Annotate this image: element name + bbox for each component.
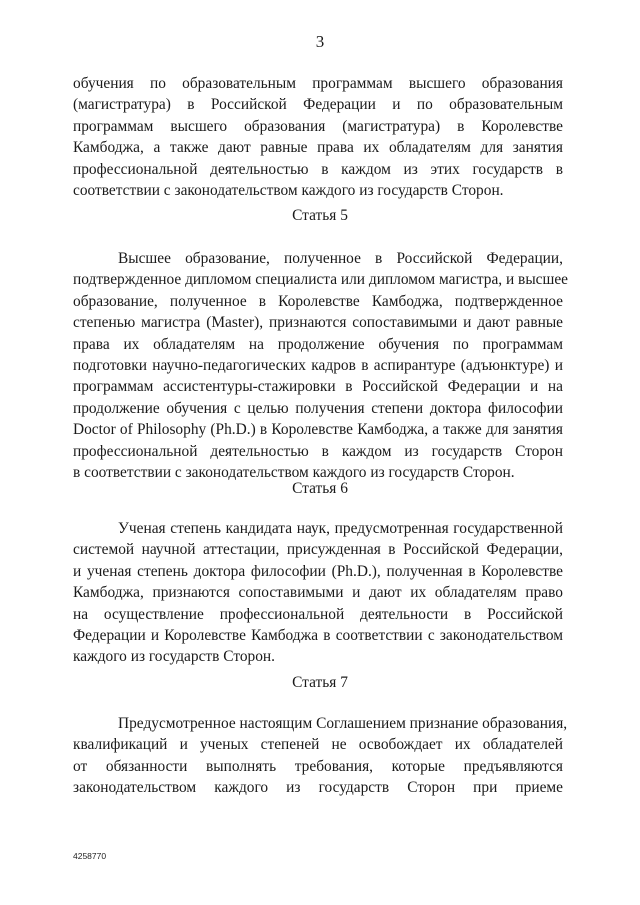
text-line: и ученая степень доктора философии (Ph.D.), полученная в Королевстве [73, 562, 563, 580]
text-line: Федерации и Королевстве Камбоджа в соответствии с законодательством [73, 627, 563, 645]
text-line: профессиональной деятельностью в каждом из этих государств в [73, 160, 563, 178]
text-line: обучения по образовательным программам высшего образования [73, 75, 563, 92]
text-line: на осуществление профессиональной деятельности в Российской [73, 605, 563, 623]
text-line: Камбоджа, а также дают равные права их обладателям для занятия [73, 139, 563, 157]
text-line: продолжение обучения с целью получения степени доктора философии [73, 399, 563, 417]
text-line: соответствии с законодательством каждого из государств Сторон. [73, 182, 504, 200]
text-line: Предусмотренное настоящим Соглашением признание образования, [118, 715, 568, 732]
text-line: Камбоджа, признаются сопоставимыми и дают их обладателям право [73, 584, 563, 602]
text-line: программам высшего образования (магистратура) в Королевстве [73, 117, 563, 135]
article-6-body [73, 518, 563, 668]
text-line: от обязанности выполнять требования, которые предъявляются [73, 757, 563, 775]
text-line: права их обладателям на продолжение обучения по программам [73, 335, 563, 353]
article-5-heading: Статья 5 [292, 207, 348, 224]
page-number: 3 [315, 32, 325, 51]
paragraph-continuation [73, 73, 563, 201]
text-line: программам ассистентуры-стажировки в Российской Федерации и на [73, 378, 563, 396]
text-line: подготовки научно-педагогических кадров в аспирантуре (адъюнктуре) и [73, 357, 563, 375]
text-line: в соответствии с законодательством каждого из государств Сторон. [73, 464, 515, 482]
article-5-body [73, 248, 569, 483]
text-line: Высшее образование, полученное в Российской Федерации, [118, 250, 563, 267]
text-line: квалификаций и ученых степеней не освобождает их обладателей [73, 736, 563, 754]
text-line: (магистратура) в Российской Федерации и по образовательным [73, 96, 563, 114]
text-line: Ученая степень кандидата наук, предусмотренная государственной [118, 520, 563, 537]
text-line: профессиональной деятельностью в каждом из государств Сторон [73, 442, 563, 460]
text-line: степенью магистра (Master), признаются сопоставимыми и дают равные [73, 314, 563, 332]
article-7-body [73, 713, 568, 799]
article-7-heading: Статья 7 [292, 674, 348, 691]
text-line: системой научной аттестации, присужденная в Российской Федерации, [73, 541, 563, 559]
text-line: Doctor of Philosophy (Ph.D.) в Королевстве Камбоджа, а также для занятия [73, 421, 563, 439]
text-line: законодательством каждого из государств Сторон при приеме [73, 779, 563, 797]
text-line: подтвержденное дипломом специалиста или дипломом магистра, и высшее [73, 271, 569, 289]
text-line: каждого из государств Сторон. [73, 648, 276, 666]
article-6-heading: Статья 6 [292, 480, 348, 497]
text-line: образование, полученное в Королевстве Камбоджа, подтвержденное [73, 292, 563, 310]
document-code: 4258770 [73, 851, 107, 861]
